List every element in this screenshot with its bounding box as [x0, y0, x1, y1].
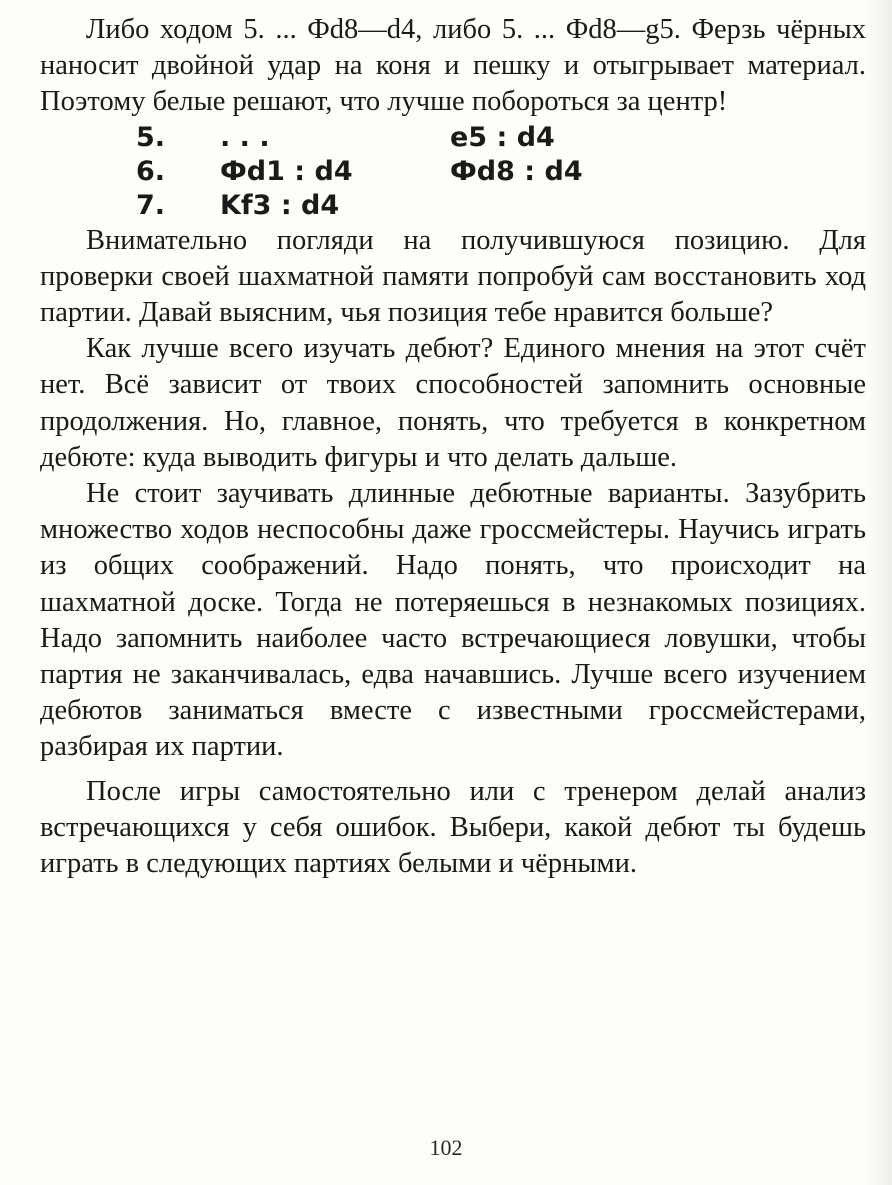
- paragraph-position: Внимательно погляди на получившуюся позицию. Для проверки своей шахматной памяти попробуй сам восстановить ход партии. Давай выясним, чья позиция тебе нравится больше?: [40, 224, 866, 329]
- paragraph-variations: Не стоит заучивать длинные дебютные варианты. Зазубрить множество ходов неспособны даже гроссмейстеры. Научись играть из общих соображений. Надо понять, что происходит на шахматной доске. Тогда не потеряешься в незнакомых позициях. Надо запомнить наиболее часто встречающиеся ловушки, чтобы партия не заканчивалась, едва начавшись. Лучше всего изучением дебютов заниматься вместе с известными гроссмейстерами, разбирая их партии.: [40, 478, 866, 763]
- move-list: [40, 121, 866, 223]
- intro-paragraph: Либо ходом 5. ... Фd8—d4, либо 5. ... Фd8—g5. Ферзь чёрных наносит двойной удар на коня и пешку и отыгрывает материал. Поэтому белые решают, что лучше побороться за центр!: [40, 14, 866, 118]
- page-number: 102: [429, 1135, 463, 1160]
- move-row-7: [40, 189, 866, 223]
- paragraph-analysis: После игры самостоятельно или с тренером делай анализ встречающихся у себя ошибок. Выбери, какой дебют ты будешь играть в следующих партиях белыми и чёрными.: [40, 775, 866, 880]
- black-move: e5 : d4: [450, 121, 555, 153]
- black-move: Фd8 : d4: [450, 155, 583, 187]
- move-number: 6.: [136, 155, 166, 187]
- move-row-6: [40, 155, 866, 189]
- white-move: Kf3 : d4: [220, 189, 340, 221]
- move-number: 5.: [136, 121, 166, 153]
- paragraph-study-opening: Как лучше всего изучать дебют? Единого мнения на этот счёт нет. Всё зависит от твоих способностей запомнить основные продолжения. Но, главное, понять, что требуется в конкретном дебюте: куда выводить фигуры и что делать дальше.: [40, 333, 866, 473]
- page-edge-shadow: [868, 0, 892, 1185]
- white-move: . . .: [220, 121, 270, 153]
- move-number: 7.: [136, 189, 166, 221]
- move-row-5: [40, 121, 866, 155]
- white-move: Фd1 : d4: [220, 155, 353, 187]
